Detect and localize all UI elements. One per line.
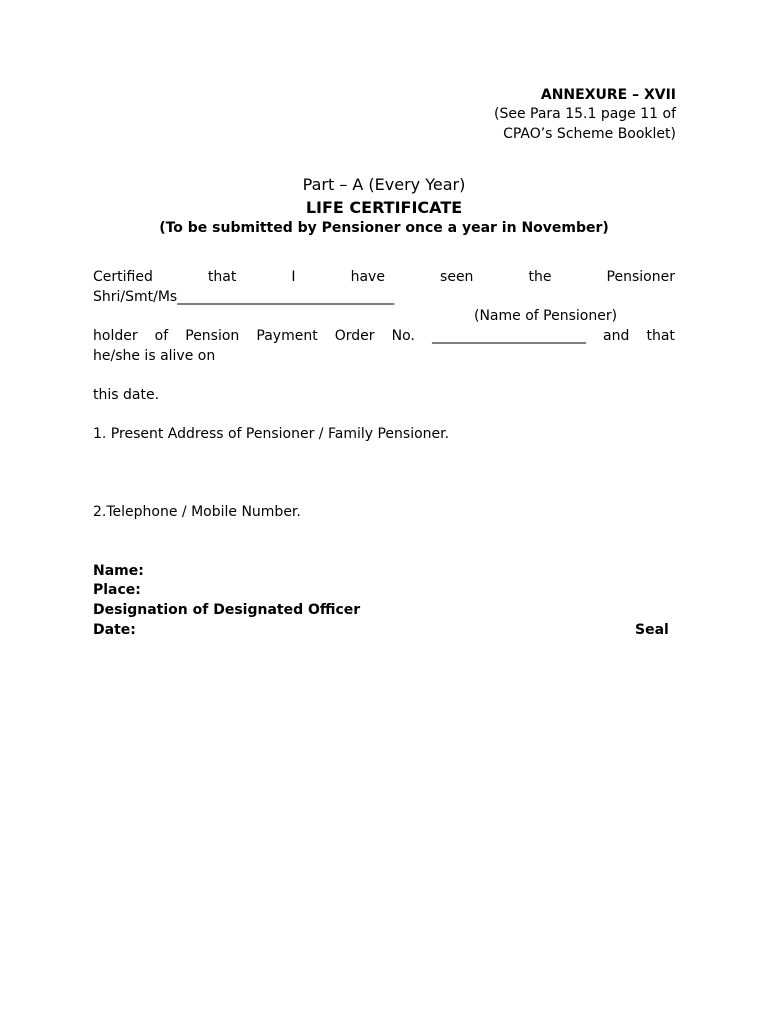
word: Pension bbox=[185, 328, 240, 344]
word: I bbox=[291, 269, 296, 285]
word: the bbox=[528, 269, 552, 285]
place-label: Place: bbox=[93, 582, 141, 598]
part-heading: Part – A (Every Year) bbox=[302, 175, 466, 194]
alive-line: he/she is alive on bbox=[93, 348, 216, 364]
word: holder bbox=[93, 328, 138, 344]
name-hint: (Name of Pensioner) bbox=[474, 308, 618, 324]
pensioner-name-field: Shri/Smt/Ms_______________________________ bbox=[93, 289, 395, 305]
word: Order bbox=[334, 328, 375, 344]
telephone-item: 2.Telephone / Mobile Number. bbox=[93, 504, 301, 520]
word: and bbox=[603, 328, 630, 344]
word: have bbox=[350, 269, 385, 285]
annexure-ref-line2: CPAO’s Scheme Booklet) bbox=[503, 126, 676, 142]
this-date-line: this date. bbox=[93, 387, 160, 403]
certificate-title: LIFE CERTIFICATE bbox=[305, 198, 463, 217]
word: No. bbox=[391, 328, 415, 344]
annexure-ref-line1: (See Para 15.1 page 11 of bbox=[494, 106, 676, 122]
word: Certified bbox=[93, 269, 153, 285]
designation-label: Designation of Designated Officer bbox=[93, 602, 361, 618]
ppo-line bbox=[93, 328, 675, 344]
present-address-item: 1. Present Address of Pensioner / Family Pensioner. bbox=[93, 426, 450, 442]
word: Pensioner bbox=[606, 269, 675, 285]
date-label: Date: bbox=[93, 622, 136, 638]
annexure-title: ANNEXURE – XVII bbox=[540, 87, 676, 103]
name-label: Name: bbox=[93, 563, 144, 579]
word: seen bbox=[440, 269, 474, 285]
word: that bbox=[646, 328, 675, 344]
word: of bbox=[154, 328, 169, 344]
word: Payment bbox=[256, 328, 318, 344]
certified-line bbox=[93, 269, 675, 285]
certificate-subtitle: (To be submitted by Pensioner once a year in November) bbox=[159, 220, 609, 236]
seal-label: Seal bbox=[635, 622, 669, 638]
word: that bbox=[207, 269, 237, 285]
ppo-number-field: ______________________ bbox=[431, 328, 586, 344]
